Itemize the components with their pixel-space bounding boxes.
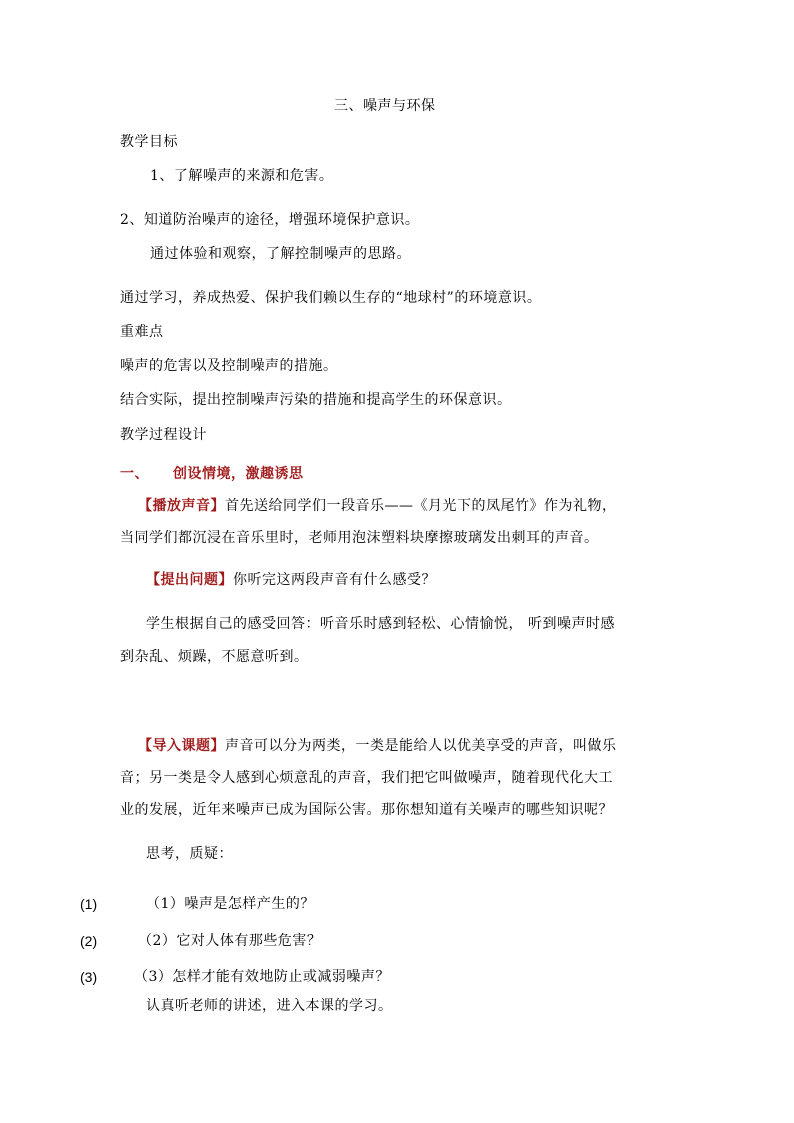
play-sound-text-1: 首先送给同学们一段音乐——《月光下的凤尾竹》作为礼物，: [225, 498, 617, 514]
student-answer-line-2: 到杂乱、烦躁，不愿意听到。: [120, 649, 309, 665]
play-sound-tag: 【播放声音】: [138, 498, 225, 514]
student-answer-line-1: 学生根据自己的感受回答：听音乐时感到轻松、心情愉悦， 听到噪声时感: [146, 616, 615, 632]
listen-text: 认真听老师的讲述，进入本课的学习。: [146, 998, 393, 1014]
attitude-text: 通过学习，养成热爱、保护我们赖以生存的“地球村”的环境意识。: [120, 290, 542, 306]
process-heading: 教学过程设计: [120, 427, 207, 443]
question-1-label: (1): [80, 896, 98, 912]
intro-topic-line-2: 音；另一类是令人感到心烦意乱的声音，我们把它叫做噪声，随着现代化大工: [120, 770, 613, 786]
play-sound-line-2: 当同学们都沉浸在音乐里时，老师用泡沫塑料块摩擦玻璃发出刺耳的声音。: [120, 530, 599, 546]
ask-question-text: 你听完这两段声音有什么感受？: [233, 572, 436, 588]
play-sound-line-1: [138, 496, 617, 516]
question-2-label: (2): [80, 933, 98, 949]
intro-topic-tag: 【导入课题】: [138, 738, 225, 754]
objective-2: 2、知道防治噪声的途径，增强环境保护意识。: [120, 212, 420, 228]
intro-topic-text-1: 声音可以分为两类，一类是能给人以优美享受的声音，叫做乐: [225, 738, 617, 754]
section-1-heading: [120, 464, 304, 484]
intro-topic-line-1: [138, 736, 617, 756]
page-title: 三、噪声与环保: [334, 98, 436, 114]
question-3-text: （3）怎样才能有效地防止或减弱噪声？: [134, 969, 390, 985]
objective-1: 1、了解噪声的来源和危害。: [150, 168, 334, 184]
objectives-heading: 教学目标: [120, 134, 178, 150]
section-1-number: 一、: [120, 466, 149, 482]
key-point-1: 噪声的危害以及控制噪声的措施。: [120, 358, 338, 374]
intro-topic-line-3: 业的发展，近年来噪声已成为国际公害。那你想知道有关噪声的哪些知识呢？: [120, 802, 613, 818]
think-question: 思考，质疑：: [146, 846, 233, 862]
ask-question-tag: 【提出问题】: [146, 572, 233, 588]
key-point-2: 结合实际，提出控制噪声污染的措施和提高学生的环保意识。: [120, 392, 512, 408]
method-text: 通过体验和观察，了解控制噪声的思路。: [150, 246, 411, 262]
question-2-text: （2）它对人体有那些危害？: [138, 933, 322, 949]
key-points-heading: 重难点: [120, 324, 164, 340]
ask-question-line: [146, 570, 436, 590]
question-3-label: (3): [80, 969, 98, 985]
question-1-text: （1）噪声是怎样产生的？: [146, 896, 315, 912]
section-1-title: 创设情境，激趣诱思: [173, 466, 304, 482]
